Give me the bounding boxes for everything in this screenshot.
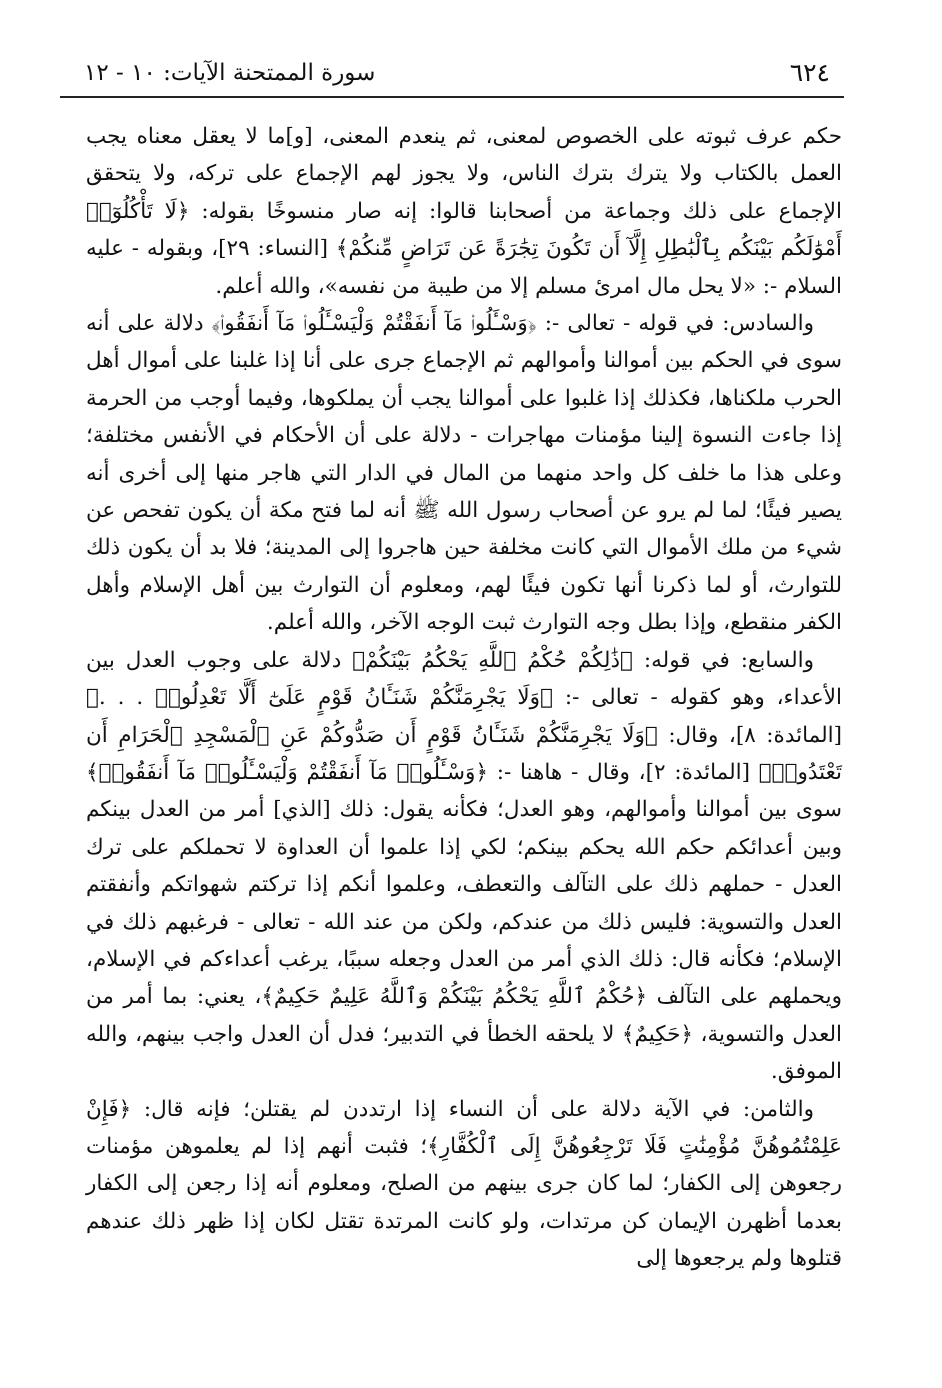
paragraph-1: حكم عرف ثبوته على الخصوص لمعنى، ثم ينعدم المعنى، [و]ما لا يعقل معناه يجب العمل بالكتاب ولا يترك بترك الناس، ولا يجوز لهم الإجماع على تركه، ولا يتحقق الإجماع على ذلك وجماعة من أصحابنا قالوا: إنه صار منسوخًا بقوله: ﴿لَا تَأْكُلُوٓا۟ أَمْوَٰلَكُم بَيْنَكُم بِٱلْبَٰطِلِ إِلَّآ أَن تَكُونَ تِجَٰرَةً عَن تَرَاضٍ مِّنكُمْ﴾ [النساء: ٢٩]، وبقوله - عليه السلام -: «لا يحل مال امرئ مسلم إلا من طيبة من نفسه»، والله أعلم. [86,124,842,299]
running-title: سورة الممتحنة الآيات: ١٠ - ١٢ [84,60,376,86]
paragraph-4: والثامن: في الآية دلالة على أن النساء إذا ارتددن لم يقتلن؛ فإنه قال: ﴿فَإِنْ عَلِمْتُمُوهُنَّ مُؤْمِنَٰتٍ فَلَا تَرْجِعُوهُنَّ إِلَى ٱلْكُفَّارِ﴾؛ فثبت أنهم إذا لم يعلموهن مؤمنات رجعوهن إلى الكفار؛ لما كان جرى بينهم من الصلح، ومعلوم أنه إذا رجعن إلى الكفار بعدما أظهرن الإيمان كن مرتدات، ولو كانت المرتدة تقتل لكان إذا ظهر ذلك عندهم قتلوها ولم يرجعوها إلى [86,1096,842,1272]
paragraph-3: والسابع: في قوله: ﴿ذَٰلِكُمْ حُكْمُ ٱللَّهِ يَحْكُمُ بَيْنَكُمْ﴾ دلالة على وجوب العدل بين الأعداء، وهو كقوله - تعالى -: ﴿وَلَا يَجْرِمَنَّكُمْ شَنَـَٔانُ قَوْمٍ عَلَىٰٓ أَلَّا تَعْدِلُوا۟ . . .﴾ [المائدة: ٨]، وقال: ﴿وَلَا يَجْرِمَنَّكُمْ شَنَـَٔانُ قَوْمٍ أَن صَدُّوكُمْ عَنِ ٱلْمَسْجِدِ ٱلْحَرَامِ أَن تَعْتَدُوا۟﴾ [المائدة: ٢]، وقال - هاهنا -: ﴿وَسْـَٔلُوا۟ مَآ أَنفَقْتُمْ وَلْيَسْـَٔلُوا۟ مَآ أَنفَقُوا۟﴾ سوى بين أموالنا وأموالهم، وهو العدل؛ فكأنه يقول: ذلك [الذي] أمر من العدل بينكم وبين أعدائكم حكم الله يحكم بينكم؛ لكي إذا علموا أن العداوة لا تحملكم على ترك العدل - حملهم ذلك على التآلف والتعطف، وعلموا أنكم إذا تركتم شهواتكم وأنفقتم العدل والتسوية: فليس ذلك من عندكم، ولكن من عند الله - تعالى - فرغبهم ذلك في الإسلام؛ فكأنه قال: ذلك الذي أمر من العدل وجعله سببًا، يرغب أعداءكم في الإسلام، ويحملهم على التآلف ﴿حُكْمُ ٱللَّهِ يَحْكُمُ بَيْنَكُمْ وَٱللَّهُ عَلِيمٌ حَكِيمٌ﴾، يعني: بما أمر من العدل والتسوية، ﴿حَكِيمٌ﴾ لا يلحقه الخطأ في التدبير؛ فدل أن العدل واجب بينهم، والله الموفق. [86,647,842,1085]
page-number: ٦٢٤ [789,58,830,87]
paragraph-2: والسادس: في قوله - تعالى -: ﴿وَسْـَٔلُوا۟ مَآ أَنفَقْتُمْ وَلْيَسْـَٔلُوا۟ مَآ أَنفَقُوا۟﴾ دلالة على أنه سوى في الحكم بين أموالنا وأموالهم ثم الإجماع جرى على أنا إذا غلبنا على أموال أهل الحرب ملكناها، فكذلك إذا غلبوا على أموالنا يجب أن يملكوها، وفيما أوجب من الحرمة إذا جاءت النسوة إلينا مؤمنات مهاجرات - دلالة على أن الأحكام في الأنفس مختلفة؛ وعلى هذا ما خلف كل واحد منهما من المال في الدار التي هاجر منها إلى أخرى أنه يصير فيئًا؛ لما لم يرو عن أصحاب رسول الله ﷺ أنه لما فتح مكة أن يكون تفحص عن شيء من ملك الأموال التي كانت مخلفة حين هاجروا إلى المدينة؛ فلا بد أن يكون ذلك للتوارث، أو لما ذكرنا أنها تكون فيئًا لهم، ومعلوم أن التوارث بين أهل الإسلام وأهل الكفر منقطع، وإذا بطل وجه التوارث ثبت الوجه الآخر، والله أعلم. [86,311,842,636]
page-header [60,52,844,98]
page-body [86,118,842,1278]
